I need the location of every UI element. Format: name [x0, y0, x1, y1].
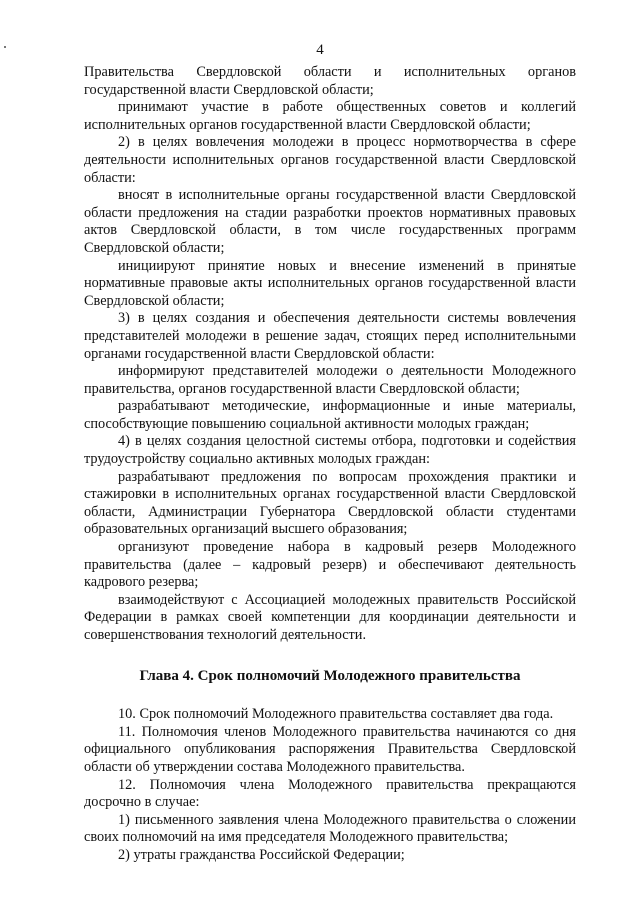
- paragraph: информируют представителей молодежи о деятельности Молодежного правительства, органов государственной власти Свердловской области;: [84, 363, 576, 397]
- paragraph: организуют проведение набора в кадровый резерв Молодежного правительства (далее – кадровый резерв) и обеспечивают деятельность кадрового резерва;: [84, 539, 576, 591]
- chapter-heading: Глава 4. Срок полномочий Молодежного правительства: [139, 667, 521, 684]
- paragraph: 11. Полномочия членов Молодежного правительства начинаются со дня официального опубликования распоряжения Правительства Свердловской области об утверждении состава Молодежного правительства.: [84, 723, 576, 775]
- paragraph: 12. Полномочия члена Молодежного правительства прекращаются досрочно в случае:: [84, 776, 576, 811]
- paragraph: 10. Срок полномочий Молодежного правительства составляет два года.: [118, 706, 554, 723]
- paragraph: разрабатывают методические, информационные и иные материалы, способствующие повышению социальной активности молодых граждан;: [84, 398, 576, 432]
- page-number: 4: [316, 42, 324, 58]
- paragraph: 3) в целях создания и обеспечения деятельности системы вовлечения представителей молодежи в решение задач, стоящих перед исполнительными органами государственной власти Свердловской области:: [84, 310, 576, 362]
- paragraph: взаимодействуют с Ассоциацией молодежных правительств Российской Федерации в рамках своей компетенции для координации деятельности и совершенствования технологий деятельности.: [84, 591, 576, 643]
- document-body: [84, 64, 576, 865]
- paragraph: вносят в исполнительные органы государственной власти Свердловской области предложения на стадии разработки проектов нормативных правовых актов Свердловской области, в том числе государственных программ Свердловской области;: [84, 187, 576, 256]
- paragraph: 4) в целях создания целостной системы отбора, подготовки и содействия трудоустройству социально активных молодых граждан:: [84, 433, 576, 468]
- paragraph: принимают участие в работе общественных советов и коллегий исполнительных органов государственной власти Свердловской области;: [84, 99, 576, 133]
- paragraph: Правительства Свердловской области и исполнительных органов государственной власти Свердловской области;: [84, 64, 576, 98]
- paragraph: разрабатывают предложения по вопросам прохождения практики и стажировки в исполнительных органах государственной власти Свердловской области, Администрации Губернатора Свердловской области студентами образовательных организаций высшего образования;: [84, 468, 576, 538]
- paragraph: инициируют принятие новых и внесение изменений в принятые нормативные правовые акты исполнительных органов государственной власти Свердловской области;: [84, 257, 576, 309]
- paragraph: 1) письменного заявления члена Молодежного правительства о сложении своих полномочий на имя председателя Молодежного правительства;: [84, 811, 576, 846]
- paragraph: 2) в целях вовлечения молодежи в процесс нормотворчества в сфере деятельности исполнительных органов государственной власти Свердловской области:: [84, 134, 576, 186]
- paragraph: 2) утраты гражданства Российской Федерации;: [118, 846, 405, 863]
